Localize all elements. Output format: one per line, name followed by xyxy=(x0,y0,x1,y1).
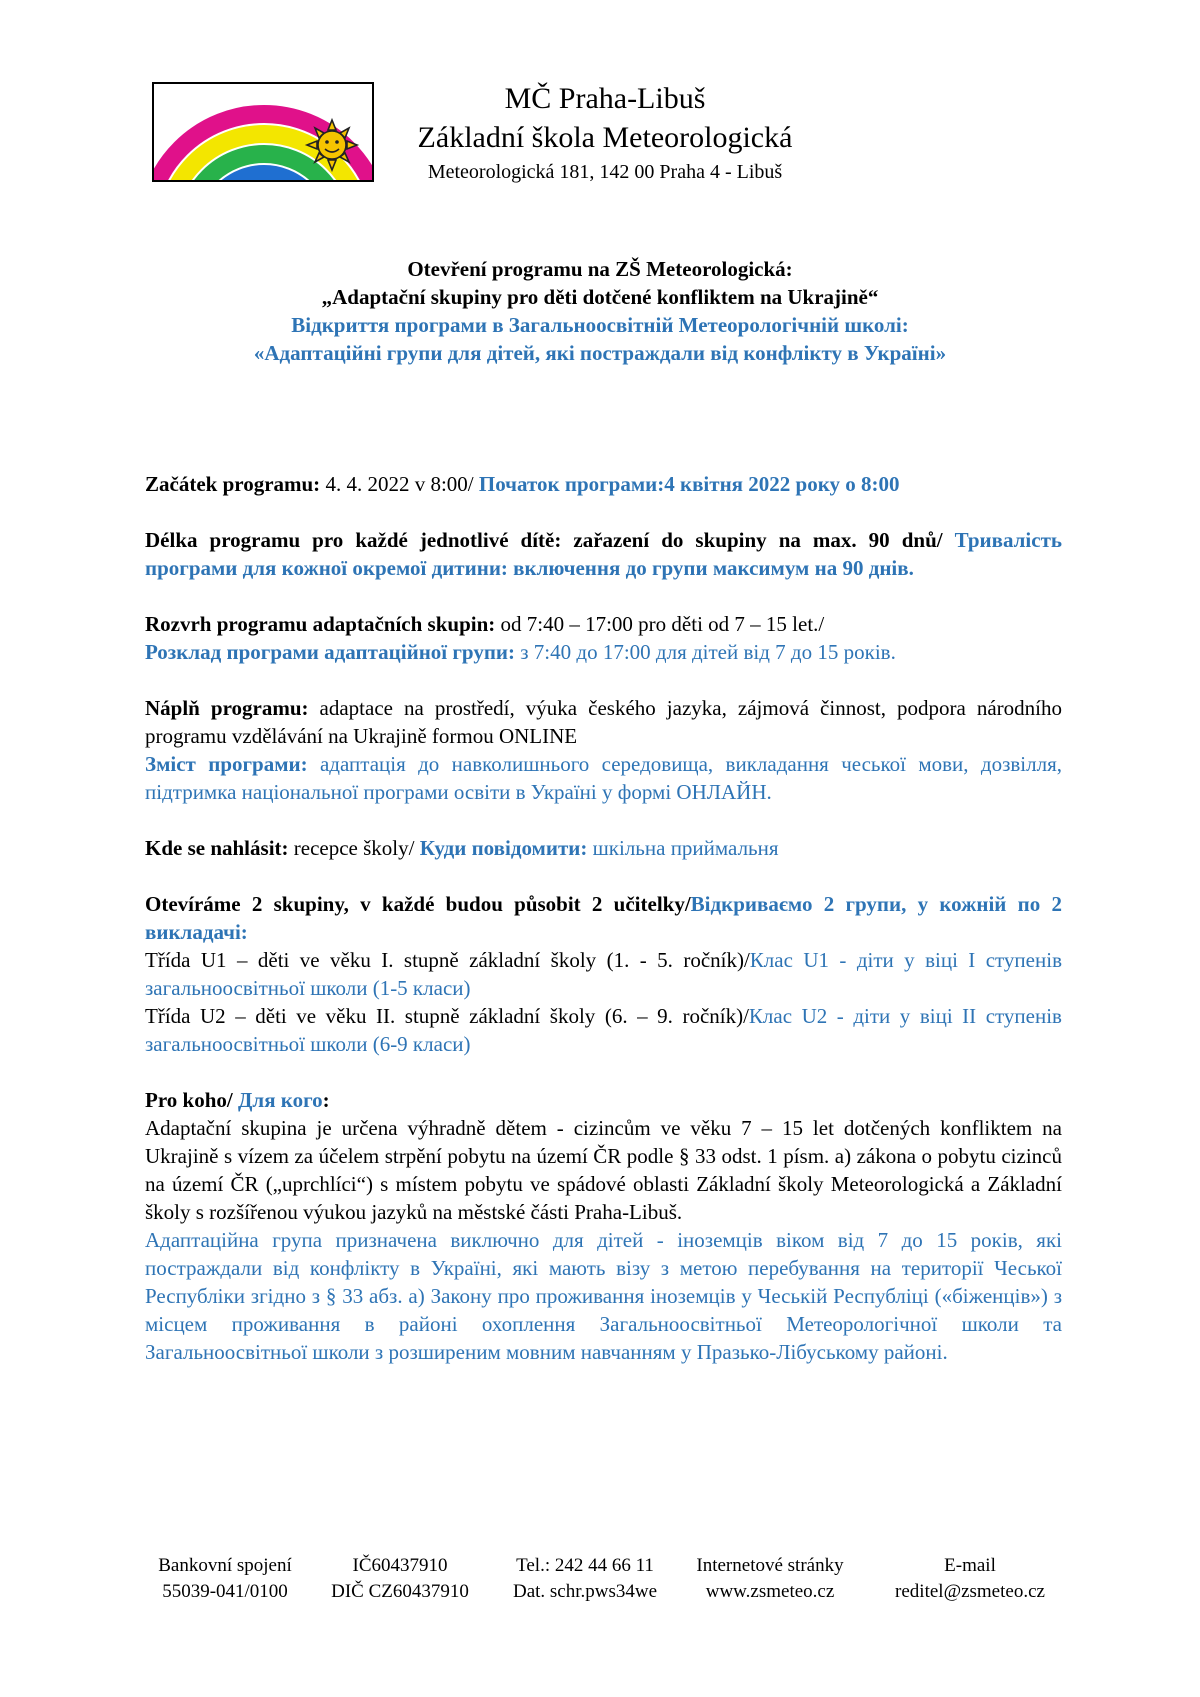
school-name: Základní škola Meteorologická xyxy=(417,121,793,154)
footer xyxy=(150,1553,1050,1613)
footer-bank-label: Bankovní spojení xyxy=(158,1555,292,1576)
register-value-ua: шкільна приймальня xyxy=(587,836,779,860)
footer-email xyxy=(875,1553,1065,1605)
audience-text-ua: Адаптаційна група призначена виключно для дітей - іноземців віком від 7 до 15 років, які постраждали від конфлікту в Україні, які мають візу з метою перебування на території Чеської Республіки згідно з § 33 абз. а) Закону про проживання іноземців у Чеській Республіці («біженців») з місцем проживання в районі охоплення Загальноосвітньої Метеорологічної школи та Загальноосвітньої школи з розширеним мовним навчанням у Празько-Лібуському районі. xyxy=(145,1228,1062,1364)
audience-heading-colon: : xyxy=(322,1088,330,1112)
footer-tel: Tel.: 242 44 66 11 xyxy=(516,1555,654,1576)
footer-ic: IČ60437910 xyxy=(352,1555,448,1576)
section-content-cz xyxy=(145,694,1062,750)
footer-web-label: Internetové stránky xyxy=(696,1555,844,1576)
section-start xyxy=(145,470,1062,498)
document-title xyxy=(145,255,1055,367)
document-body xyxy=(145,470,1062,1366)
footer-email-label: E-mail xyxy=(944,1555,996,1576)
start-value-cz: 4. 4. 2022 v 8:00/ xyxy=(320,472,479,496)
start-text-ua: Початок програми:4 квітня 2022 року о 8:00 xyxy=(478,472,900,496)
content-value-ua: адаптація до навколишнього середовища, викладання чеської мови, дозвілля, підтримка національної програми освіти в Україні у формі ОНЛАЙН. xyxy=(145,752,1062,804)
content-label-ua: Зміст програми: xyxy=(145,752,308,776)
schedule-label-ua: Розклад програми адаптаційної групи: xyxy=(145,640,516,664)
audience-text-cz: Adaptační skupina je určena výhradně dětem - cizincům ve věku 7 – 15 let dotčených konfliktem na Ukrajině s vízem za účelem strpění pobytu na území ČR podle § 33 odst. 1 písm. a) zákona o pobytu cizinců na území ČR („uprchlíci“) s místem pobytu ve spádové oblasti Základní školy Meteorologická a Základní školy s rozšířenou výukou jazyků na městské části Praha-Libuš. xyxy=(145,1116,1062,1224)
content-label-cz: Náplň programu: xyxy=(145,696,309,720)
duration-text-ua: Тривалість програми для кожної окремої дитини: включення до групи максимум на 90 днів. xyxy=(145,528,1062,580)
audience-heading-cz: Pro koho/ xyxy=(145,1088,238,1112)
schedule-value-ua: з 7:40 до 17:00 для дітей від 7 до 15 років. xyxy=(515,640,896,664)
letterhead xyxy=(0,0,1200,200)
audience-heading-ua: Для кого xyxy=(237,1088,323,1112)
footer-web xyxy=(680,1553,860,1605)
footer-dic: DIČ CZ60437910 xyxy=(331,1581,469,1602)
duration-text-cz: Délka programu pro každé jednotlivé dítě: zařazení do skupiny na max. 90 dnů/ xyxy=(145,528,955,552)
footer-email-link[interactable]: reditel@zsmeteo.cz xyxy=(895,1581,1045,1602)
section-content-ua xyxy=(145,750,1062,806)
section-register xyxy=(145,834,1062,862)
title-ua-line2: «Адаптаційні групи для дітей, які постраждали від конфлікту в Україні» xyxy=(253,341,947,365)
section-schedule xyxy=(145,610,1062,638)
footer-bank-value: 55039-041/0100 xyxy=(162,1581,288,1602)
group-u2-cz: Třída U2 – děti ve věku II. stupně základní školy (6. – 9. ročník)/ xyxy=(145,1004,749,1028)
register-label-ua: Куди повідомити: xyxy=(419,836,588,860)
section-duration xyxy=(145,526,1062,582)
content-value-cz: adaptace na prostředí, výuka českého jazyka, zájmová činnost, podpora národního programu vzdělávání na Ukrajině formou ONLINE xyxy=(145,696,1062,748)
title-cz-line2: „Adaptační skupiny pro děti dotčené konfliktem na Ukrajině“ xyxy=(321,285,879,309)
footer-datbox: Dat. schr.pws34we xyxy=(512,1581,658,1602)
school-address: Meteorologická 181, 142 00 Praha 4 - Libuš xyxy=(427,161,783,183)
footer-web-link[interactable]: www.zsmeteo.cz xyxy=(705,1581,835,1602)
footer-contact xyxy=(500,1553,670,1605)
group-u1-cz: Třída U1 – děti ve věku I. stupně základní školy (1. - 5. ročník)/ xyxy=(145,948,750,972)
group-u2-ua: Клас U2 - діти у віці II ступенів загальноосвітньої школи (6-9 класи) xyxy=(145,1004,1062,1056)
title-cz-line1: Otevření programu na ZŠ Meteorologická: xyxy=(407,257,793,281)
section-audience-heading xyxy=(145,1086,1062,1114)
title-ua-line1: Відкриття програми в Загальноосвітній Метеорологічній школі: xyxy=(291,313,909,337)
register-value-cz: recepce školy/ xyxy=(288,836,420,860)
rainbow-sun-logo-icon xyxy=(152,82,374,182)
footer-bank xyxy=(150,1553,300,1605)
schedule-label-cz: Rozvrh programu adaptačních skupin: xyxy=(145,612,496,636)
groups-heading-cz: Otevíráme 2 skupiny, v každé budou působit 2 učitelky/ xyxy=(145,892,691,916)
groups-heading-ua: Відкриваємо 2 групи, у кожній по 2 викладачі: xyxy=(145,892,1062,944)
school-name-block xyxy=(395,80,815,186)
group-u1-ua: Клас U1 - діти у віці I ступенів загальноосвітньої школи (1-5 класи) xyxy=(145,948,1062,1000)
sun-icon xyxy=(307,120,357,170)
group-u1 xyxy=(145,946,1062,1002)
municipality-name: MČ Praha-Libuš xyxy=(504,82,706,115)
start-label-cz: Začátek programu: xyxy=(145,472,321,496)
group-u2 xyxy=(145,1002,1062,1058)
schedule-value-cz: od 7:40 – 17:00 pro děti od 7 – 15 let./ xyxy=(495,612,825,636)
footer-ids xyxy=(320,1553,480,1605)
register-label-cz: Kde se nahlásit: xyxy=(145,836,289,860)
section-groups-heading xyxy=(145,890,1062,946)
section-schedule-ua xyxy=(145,638,1062,666)
